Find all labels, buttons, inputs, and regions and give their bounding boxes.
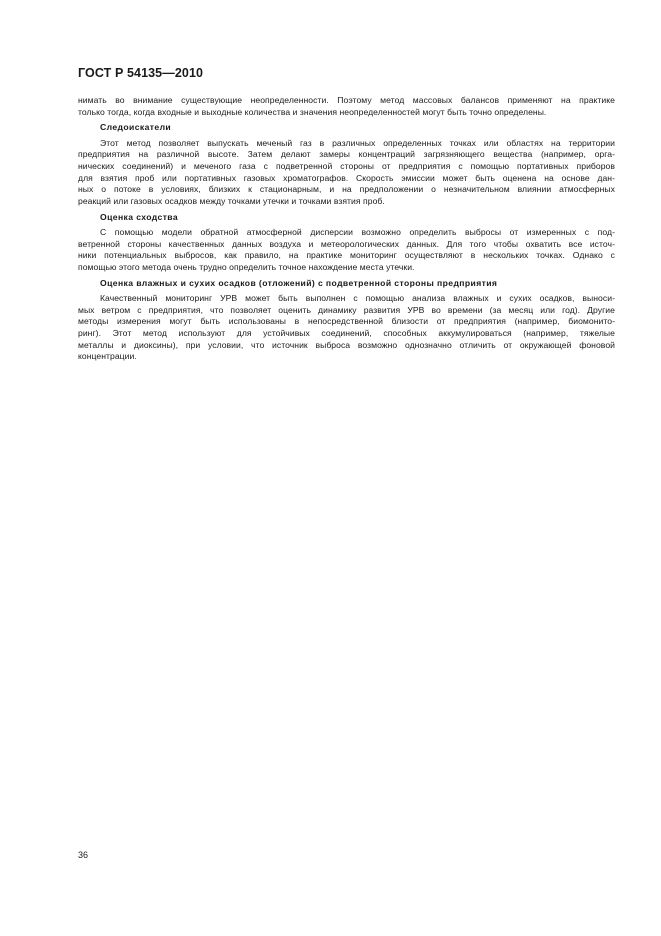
- text-line: мых ветром с предприятия, что позволяет оценить динамику развития УРВ во времени (за месяц или год). Другие: [78, 304, 615, 315]
- text-line: помощью этого метода очень трудно определить точное нахождение места утечки.: [78, 261, 415, 272]
- text-line: концентрации.: [78, 351, 137, 362]
- section-tracers: [78, 122, 615, 207]
- document-header: ГОСТ Р 54135—2010: [78, 66, 204, 80]
- intro-paragraph: [78, 95, 615, 118]
- document-body: [78, 95, 615, 363]
- text-line: ринг). Этот метод используют для устойчивых соединений, способных аккумулироваться (например, тяжелые: [78, 327, 615, 338]
- text-line: нических соединений) и меченого газа с подветренной стороны от предприятия с помощью портативных приборов: [78, 160, 615, 171]
- text-line: нимать во внимание существующие неопределенности. Поэтому метод массовых балансов применяют на практике: [78, 95, 615, 105]
- text-line: Качественный мониторинг УРВ может быть выполнен с помощью анализа влажных и сухих осадков, выноси-: [100, 292, 615, 303]
- text-line: только тогда, когда входные и выходные количества и значения неопределенностей могут быть точно определены.: [78, 106, 547, 117]
- text-line: металлы и диоксины), при условии, что источник выброса возможно однозначно отличить от окружающей фоновой: [78, 339, 615, 350]
- text-line: для взятия проб или портативных газовых хроматографов. Скорость эмиссии может быть оценена на основе дан-: [78, 172, 615, 183]
- text-line: Этот метод позволяет выпускать меченый газ в различных определенных точках или областях на территории: [100, 137, 615, 148]
- text-line: реакций или газовых осадков между точками утечки и точками взятия проб.: [78, 196, 385, 206]
- section-deposition-assessment: [78, 278, 615, 363]
- section-heading: Оценка влажных и сухих осадков (отложений) с подветренной стороны предприятия: [100, 277, 498, 288]
- text-line: ных о потоке в условиях, близких к стационарным, и на предположении о незначительном влиянии атмосферных: [78, 184, 615, 195]
- text-line: методы измерения могут быть использованы в непосредственной близости от предприятия (например, биомонито-: [78, 316, 615, 327]
- text-line: С помощью модели обратной атмосферной дисперсии возможно определить выбросы от измеренных с под-: [100, 226, 615, 237]
- text-line: ветренной стороны качественных данных воздуха и метеорологических данных. Для того чтобы охватить все источ-: [78, 238, 615, 249]
- section-heading: Следоискатели: [100, 122, 172, 133]
- text-line: предприятия на различной высоте. Затем делают замеры концентраций загрязняющего вещества (например, орга-: [78, 149, 615, 160]
- section-heading: Оценка сходства: [100, 211, 179, 222]
- text-line: ники потенциальных выбросов, как правило, на практике мониторинг осуществляют в нескольких точках. Однако с: [78, 250, 615, 261]
- page-number: 36: [78, 850, 89, 860]
- section-similarity-assessment: [78, 212, 615, 274]
